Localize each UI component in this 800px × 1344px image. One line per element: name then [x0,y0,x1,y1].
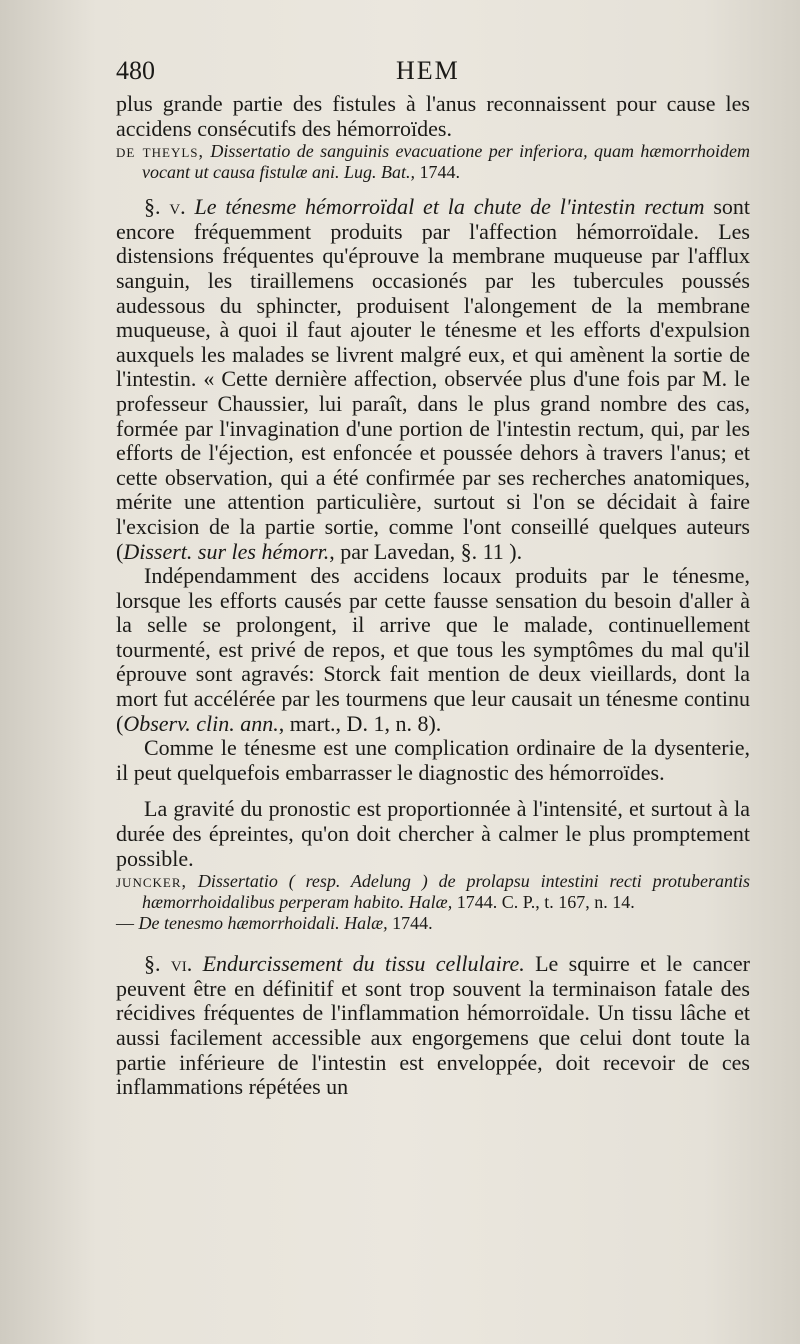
paragraph-dysenterie: Comme le ténesme est une complication ordinaire de la dysenterie, il peut quelquefois embarrasser le diagnostic des hémorroïdes. [116,735,750,785]
reference-dash: — [116,913,134,934]
section-5-number: §. v. [144,194,186,220]
paragraph-tail: , mart., D. 1, n. 8). [278,710,442,736]
reference-author: de theyls, [116,141,205,162]
section-5-paragraph [116,195,750,564]
section-5-citation: Dissert. sur les hémorr. [123,538,330,564]
paragraph-text: Indépendamment des accidens locaux produits par le ténesme, lorsque les efforts causés par cette fausse sensation du besoin d'aller à la selle se prolongent, il arrive que le malade, continuellement tourmenté, est privé de repos, et que tous les symptômes du mal qu'il éprouve sont agravés: Storck fait mention de deux vieillards, dont la mort fut accélérée par les tourmens que leur causait un ténesme continu ( [116,563,750,736]
section-6-text: Le squirre et le cancer peuvent être en définitif et sont trop souvent la terminaison fatale des récidives fréquentes de l'inflammation hémorroïdale. Un tissu lâche et aussi facilement accessible aux engorgemens que celui dont toute la partie inférieure de l'intestin est enveloppée, doit recevoir de ces inflammations répétées un [116,951,751,1100]
reference-juncker [116,871,750,913]
section-5-title: Le ténesme hémorroïdal et la chute de l'intestin rectum [194,194,705,220]
reference-title: De tenesmo hæmorrhoidali. Halæ, [138,913,388,934]
page-content [116,56,750,1100]
section-6-paragraph [116,952,750,1100]
page-number: 480 [116,56,155,85]
paragraph-citation: Observ. clin. ann. [123,710,279,736]
running-head [116,56,750,92]
section-5-text: sont encore fréquemment produits par l'affection hémorroïdale. Les distensions fréquentes qu'éprouve la membrane muqueuse par l'afflux sanguin, les tiraillemens occasionés par les tubercules poussés audessous du sphincter, produisent l'alongement de la membrane muqueuse, à quoi il faut ajouter le ténesme et les efforts d'expulsion auxquels les malades se livrent malgré eux, et qui amènent la sortie de l'intestin. « Cette dernière affection, observée plus d'une fois par M. le professeur Chaussier, lui paraît, dans le plus grand nombre des cas, formée par l'invagination d'une portion de l'intestin rectum, qui, par les efforts de l'éjection, est enfoncée et poussée dehors à travers l'anus; et cette observation, qui a été confirmée par ses recherches anatomiques, mérite une attention particulière, surtout si l'on se décidait à faire l'excision de la partie sortie, comme l'ont conseillé quelques auteurs ( [116,194,751,564]
reference-year: 1744. [419,162,460,183]
reference-tail: 1744. C. P., t. 167, n. 14. [456,892,635,913]
section-6-title: Endurcissement du tissu cellulaire. [202,951,525,977]
reference-theyls [116,141,750,183]
reference-year: 1744. [392,913,433,934]
reference-title: Dissertatio ( resp. Adelung ) de prolapsu intestini recti protuberantis hæmorrhoidalibus perperam habito. Halæ, [142,871,750,913]
paragraph-tenesme-accidents [116,564,750,736]
reference-tenesmo [116,913,750,934]
paragraph-pronostic: La gravité du pronostic est proportionnée à l'intensité, et surtout à la durée des épreintes, qu'on doit chercher à calmer le plus promptement possible. [116,796,750,871]
paragraph-fistules: plus grande partie des fistules à l'anus reconnaissent pour cause les accidens consécutifs des hémorroïdes. [116,91,750,141]
running-title: HEM [396,56,460,85]
section-5-tail: , par Lavedan, §. 11 ). [329,538,523,564]
reference-title: Dissertatio de sanguinis evacuatione per inferiora, quam hæmorrhoidem vocant ut causa fistulæ ani. Lug. Bat., [142,141,750,183]
reference-author: juncker, [116,871,188,892]
section-6-number: §. vi. [144,951,193,977]
